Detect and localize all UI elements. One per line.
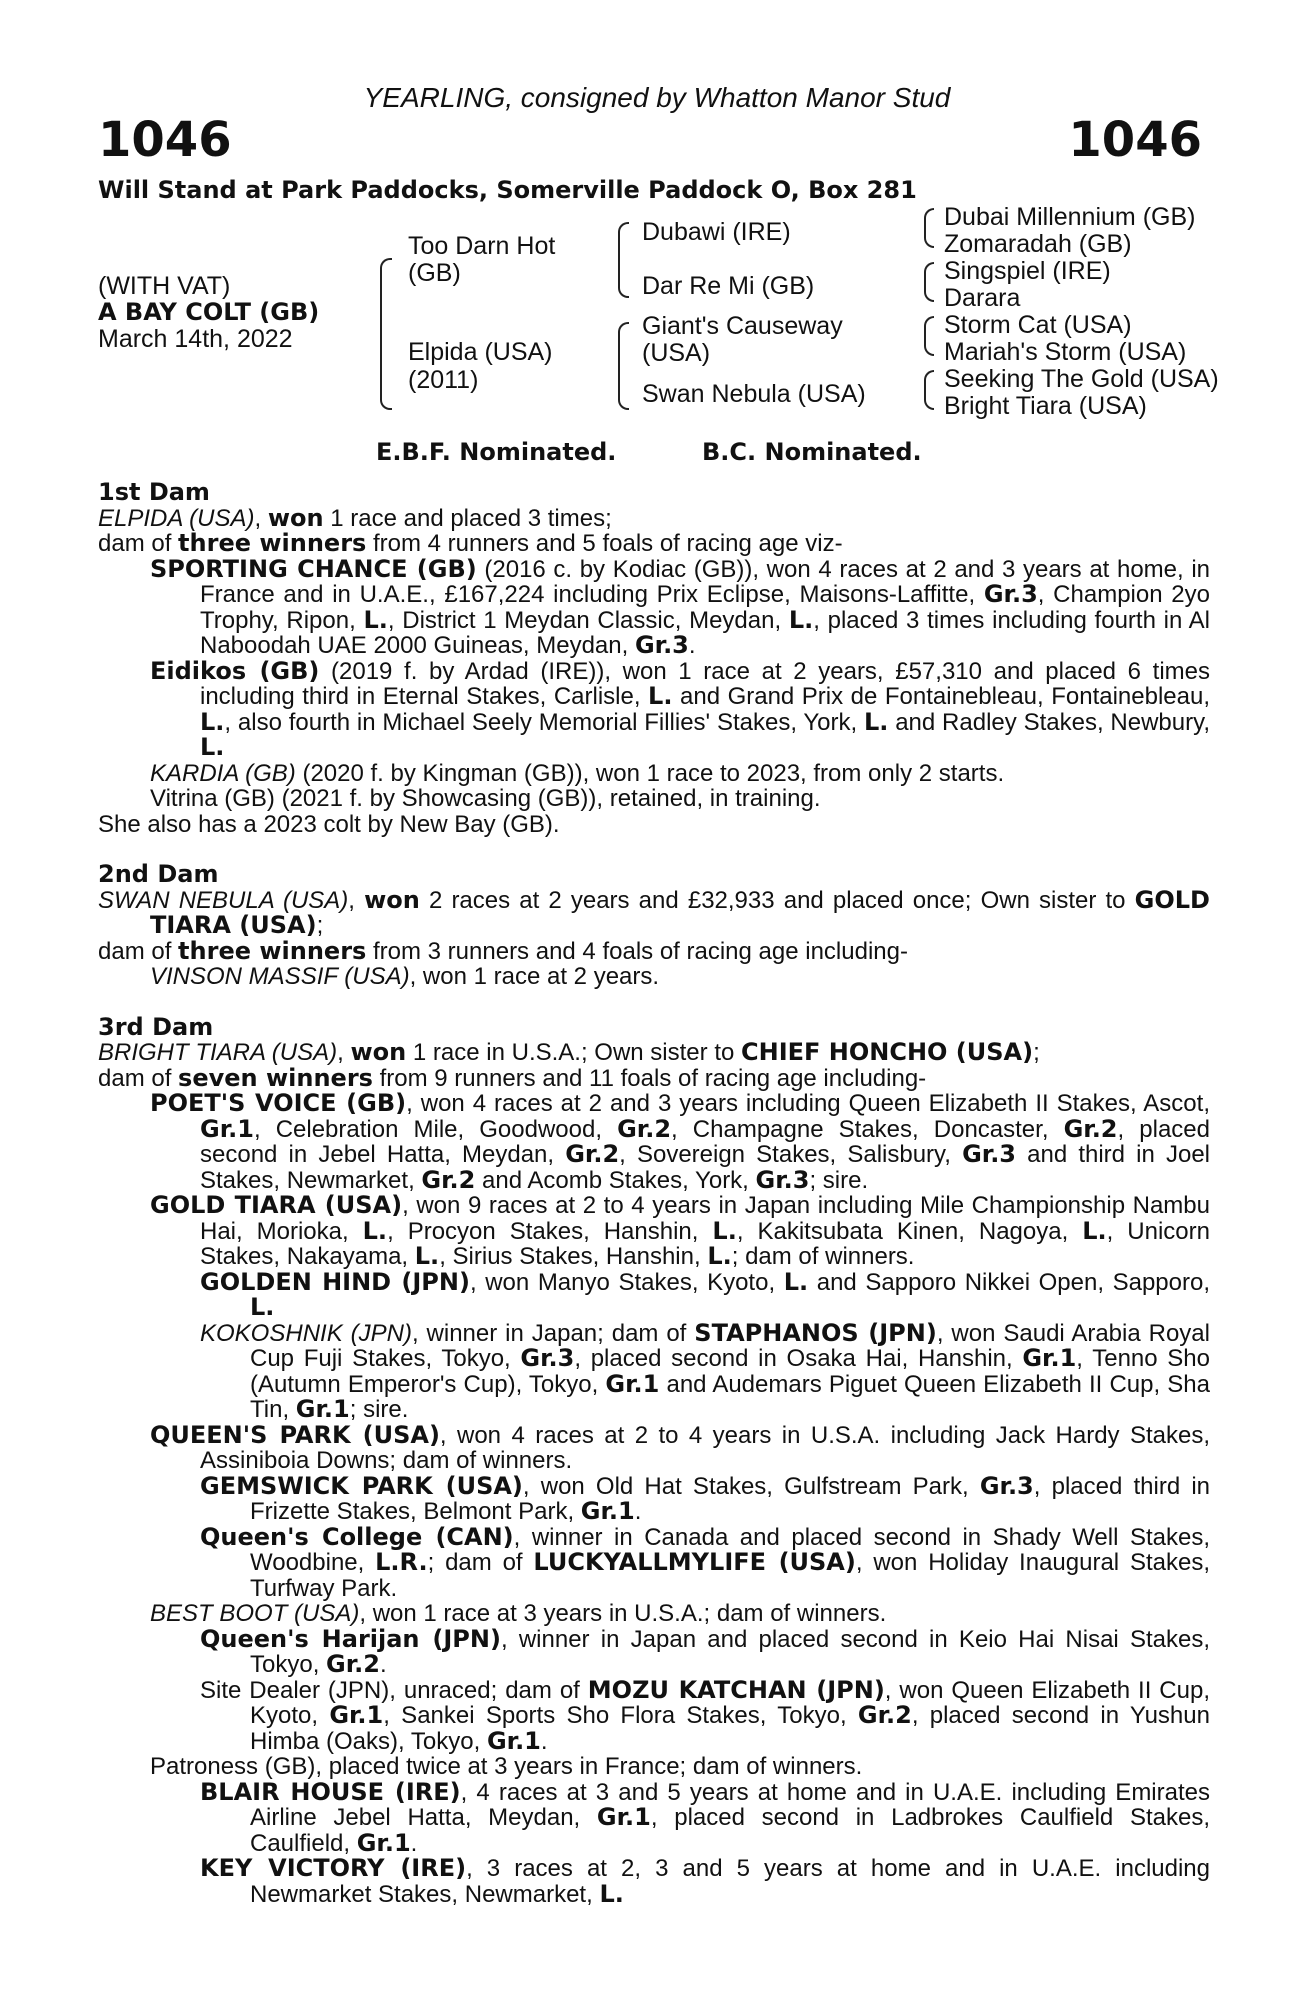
first-dam-section [98,480,1210,837]
sire-dam: Dar Re Mi (GB) [642,272,815,300]
horse-dob: March 14th, 2022 [98,325,293,353]
second-dam-section [98,862,1210,990]
pedigree-brace-g3 [924,316,934,356]
paragraph: Queen's College (CAN), winner in Canada and placed second in Shady Well Stakes, Woodbine, L.R.; dam of LUCKYALLMYLIFE (USA), won Holiday Inaugural Stakes, Turfway Park. [200,1522,1210,1602]
pedigree-brace-sire [618,222,629,298]
section-heading: 3rd Dam [98,1012,214,1041]
pedigree-brace-g4 [924,370,934,410]
paragraph: Vitrina (GB) (2021 f. by Showcasing (GB)), retained, in training. [150,785,821,812]
ebf-nomination: E.B.F. Nominated. [376,438,617,466]
paragraph: dam of three winners from 4 runners and 5 foals of racing age viz- [98,529,843,557]
pedigree-g3-7: Seeking The Gold (USA) [944,365,1219,393]
paragraph: SPORTING CHANCE (GB) (2016 c. by Kodiac (GB)), won 4 races at 2 and 3 years at home, in France and in U.A.E., £167,224 including Prix Eclipse, Maisons-Laffitte, Gr.3, Champion 2yo Trophy, Ripon, L., District 1 Meydan Classic, Meydan, L., placed 3 times including fourth in Al Naboodah UAE 2000 Guineas, Meydan, Gr.3. [150,554,1211,659]
pedigree-g3-2: Zomaradah (GB) [944,230,1132,258]
bc-nomination: B.C. Nominated. [702,438,922,466]
lot-number-right: 1046 [1068,112,1202,168]
dam-sire-country: (USA) [642,339,711,367]
paragraph: QUEEN'S PARK (USA), won 4 races at 2 to 4 years in U.S.A. including Jack Hardy Stakes, Assiniboia Downs; dam of winners. [150,1420,1210,1474]
paragraph: KEY VICTORY (IRE), 3 races at 2, 3 and 5 years at home and in U.A.E. including Newmarket Stakes, Newmarket, L. [200,1854,1210,1908]
paragraph: KARDIA (GB) (2020 f. by Kingman (GB)), won 1 race to 2023, from only 2 starts. [150,759,1005,787]
dam-dam: Swan Nebula (USA) [642,380,866,408]
paragraph: Queen's Harijan (JPN), winner in Japan and placed second in Keio Hai Nisai Stakes, Tokyo, Gr.2. [200,1624,1210,1678]
sire-sire: Dubawi (IRE) [642,218,791,246]
paragraph: POET'S VOICE (GB), won 4 races at 2 and 3 years including Queen Elizabeth II Stakes, Ascot, Gr.1, Celebration Mile, Goodwood, Gr.2, Champagne Stakes, Doncaster, Gr.2, placed second in Jebel Hatta, Meydan, Gr.2, Sovereign Stakes, Salisbury, Gr.3 and third in Joel Stakes, Newmarket, Gr.2 and Acomb Stakes, York, Gr.3; sire. [150,1089,1210,1194]
paragraph: Patroness (GB), placed twice at 3 years in France; dam of winners. [150,1753,863,1780]
paragraph: BLAIR HOUSE (IRE), 4 races at 3 and 5 years at home and in U.A.E. including Emirates Airline Jebel Hatta, Meydan, Gr.1, placed second in Ladbrokes Caulfield Stakes, Caulfield, Gr.1. [200,1777,1210,1857]
paragraph: She also has a 2023 colt by New Bay (GB). [98,810,560,838]
paragraph: Site Dealer (JPN), unraced; dam of MOZU KATCHAN (JPN), won Queen Elizabeth II Cup, Kyoto, Gr.1, Sankei Sports Sho Flora Stakes, Tokyo, Gr.2, placed second in Yushun Himba (Oaks), Tokyo, Gr.1. [200,1675,1211,1755]
paragraph: dam of three winners from 3 runners and 4 foals of racing age including- [98,936,908,965]
vat-note: (WITH VAT) [98,272,231,300]
paragraph: BEST BOOT (USA), won 1 race at 3 years in U.S.A.; dam of winners. [150,1600,887,1627]
paragraph: Eidikos (GB) (2019 f. by Ardad (IRE)), won 1 race at 2 years, £57,310 and placed 6 times including third in Eternal Stakes, Carlisle, L. and Grand Prix de Fontainebleau, Fontainebleau, L., also fourth in Michael Seely Memorial Fillies' Stakes, York, L. and Radley Stakes, Newbury, L. [150,656,1211,761]
pedigree-g3-6: Mariah's Storm (USA) [944,338,1187,366]
paragraph: KOKOSHNIK (JPN), winner in Japan; dam of STAPHANOS (JPN), won Saudi Arabia Royal Cup Fuji Stakes, Tokyo, Gr.3, placed second in Osaka Hai, Hanshin, Gr.1, Tenno Sho (Autumn Emperor's Cup), Tokyo, Gr.1 and Audemars Piguet Queen Elizabeth II Cup, Sha Tin, Gr.1; sire. [200,1318,1210,1423]
pedigree-g3-8: Bright Tiara (USA) [944,392,1147,420]
pedigree-g3-4: Darara [944,284,1021,312]
paragraph: GOLD TIARA (USA), won 9 races at 2 to 4 years in Japan including Mile Championship Nambu Hai, Morioka, L., Procyon Stakes, Hanshin, L., Kakitsubata Kinen, Nagoya, L., Unicorn Stakes, Nakayama, L., Sirius Stakes, Hanshin, L.; dam of winners. [150,1191,1210,1270]
pedigree-g3-3: Singspiel (IRE) [944,257,1111,285]
dam-name: Elpida (USA) [408,338,553,366]
paragraph: SWAN NEBULA (USA), won 2 races at 2 years and £32,933 and placed once; Own sister to GOLD TIARA (USA); [98,885,1210,939]
pedigree-brace-gen1 [380,258,392,410]
consignment-subtitle: YEARLING, consigned by Whatton Manor Stud [363,82,951,113]
lot-number-left: 1046 [98,112,232,168]
stand-location: Will Stand at Park Paddocks, Somerville Paddock O, Box 281 [98,176,917,204]
section-heading: 1st Dam [98,478,210,506]
paragraph: BRIGHT TIARA (USA), won 1 race in U.S.A.; Own sister to CHIEF HONCHO (USA); [98,1038,1040,1066]
paragraph: VINSON MASSIF (USA), won 1 race at 2 years. [150,963,660,990]
dam-records [98,480,1210,1907]
paragraph: GOLDEN HIND (JPN), won Manyo Stakes, Kyoto, L. and Sapporo Nikkei Open, Sapporo, L. [200,1267,1211,1321]
sire-country: (GB) [408,259,461,287]
pedigree-g3-1: Dubai Millennium (GB) [944,203,1196,231]
paragraph: dam of seven winners from 9 runners and 11 foals of racing age including- [98,1063,927,1092]
sire-name: Too Darn Hot [408,232,556,260]
pedigree-brace-g2 [924,262,934,302]
pedigree-g3-5: Storm Cat (USA) [944,311,1132,339]
pedigree-brace-g1 [924,208,934,248]
paragraph: GEMSWICK PARK (USA), won Old Hat Stakes, Gulfstream Park, Gr.3, placed third in Frizette Stakes, Belmont Park, Gr.1. [200,1471,1211,1525]
third-dam-section [98,1012,1211,1908]
dam-year: (2011) [408,366,479,394]
horse-name: A BAY COLT (GB) [98,298,320,326]
section-heading: 2nd Dam [98,860,219,888]
paragraph: ELPIDA (USA), won 1 race and placed 3 times; [98,503,612,532]
dam-sire: Giant's Causeway [642,312,843,340]
pedigree-brace-dam [618,322,629,410]
